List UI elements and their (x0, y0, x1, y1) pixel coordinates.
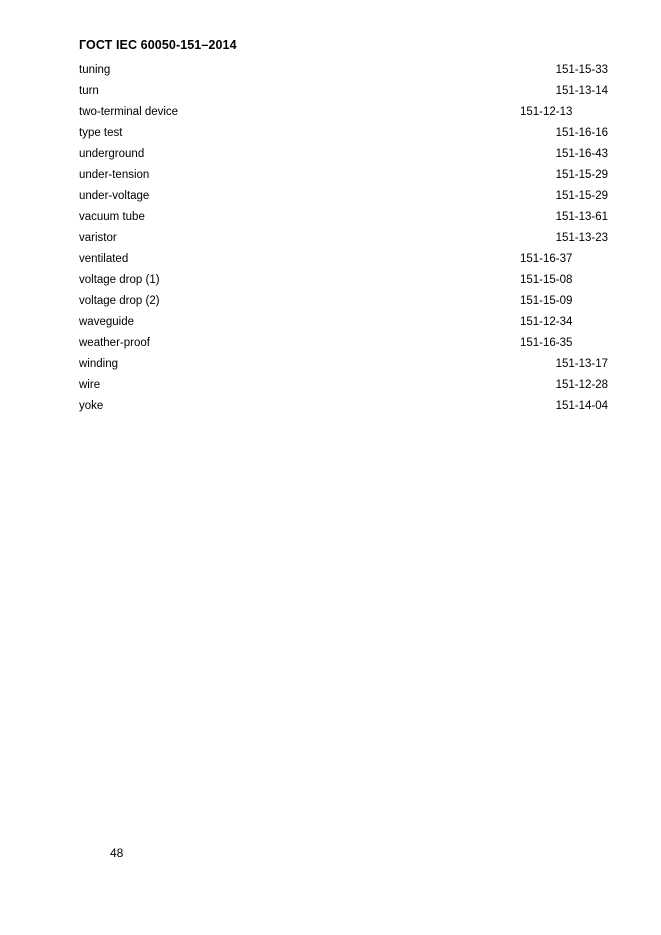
index-row (0, 376, 661, 397)
index-term: weather-proof (79, 337, 150, 349)
index-row (0, 124, 661, 145)
index-term: yoke (79, 400, 104, 412)
index-row (0, 82, 661, 103)
index-code: 151-16-43 (555, 148, 608, 160)
index-code: 151-13-61 (555, 211, 608, 223)
index-code: 151-13-17 (555, 358, 608, 370)
index-term: under-tension (79, 169, 150, 181)
index-term: winding (79, 358, 118, 370)
index-code: 151-15-33 (555, 64, 608, 76)
index-code: 151-16-35 (520, 337, 573, 349)
index-term: type test (79, 127, 123, 139)
index-term: voltage drop (1) (79, 274, 160, 286)
index-term: voltage drop (2) (79, 295, 160, 307)
page-title: ГОСТ IEC 60050-151–2014 (79, 38, 237, 52)
index-row (0, 166, 661, 187)
page-number: 48 (110, 846, 124, 860)
index-row (0, 61, 661, 82)
index-code: 151-16-37 (520, 253, 573, 265)
index-row (0, 229, 661, 250)
index-code: 151-12-34 (520, 316, 573, 328)
index-code: 151-12-13 (520, 106, 573, 118)
index-term: turn (79, 85, 99, 97)
index-term: under-voltage (79, 190, 150, 202)
index-list (0, 61, 661, 418)
index-term: varistor (79, 232, 117, 244)
index-row (0, 208, 661, 229)
index-row (0, 334, 661, 355)
index-term: vacuum tube (79, 211, 145, 223)
index-row (0, 271, 661, 292)
index-code: 151-15-29 (555, 190, 608, 202)
index-code: 151-16-16 (555, 127, 608, 139)
index-code: 151-12-28 (555, 379, 608, 391)
index-term: ventilated (79, 253, 129, 265)
index-row (0, 313, 661, 334)
index-term: wire (79, 379, 101, 391)
index-code: 151-14-04 (555, 400, 608, 412)
index-row (0, 355, 661, 376)
index-row (0, 187, 661, 208)
index-code: 151-15-09 (520, 295, 573, 307)
index-code: 151-15-08 (520, 274, 573, 286)
index-row (0, 250, 661, 271)
index-row (0, 103, 661, 124)
index-code: 151-13-14 (555, 85, 608, 97)
index-term: tuning (79, 64, 111, 76)
index-code: 151-13-23 (555, 232, 608, 244)
index-row (0, 145, 661, 166)
index-row (0, 292, 661, 313)
index-row (0, 397, 661, 418)
index-term: underground (79, 148, 145, 160)
index-code: 151-15-29 (555, 169, 608, 181)
index-term: waveguide (79, 316, 134, 328)
index-term: two-terminal device (79, 106, 179, 118)
